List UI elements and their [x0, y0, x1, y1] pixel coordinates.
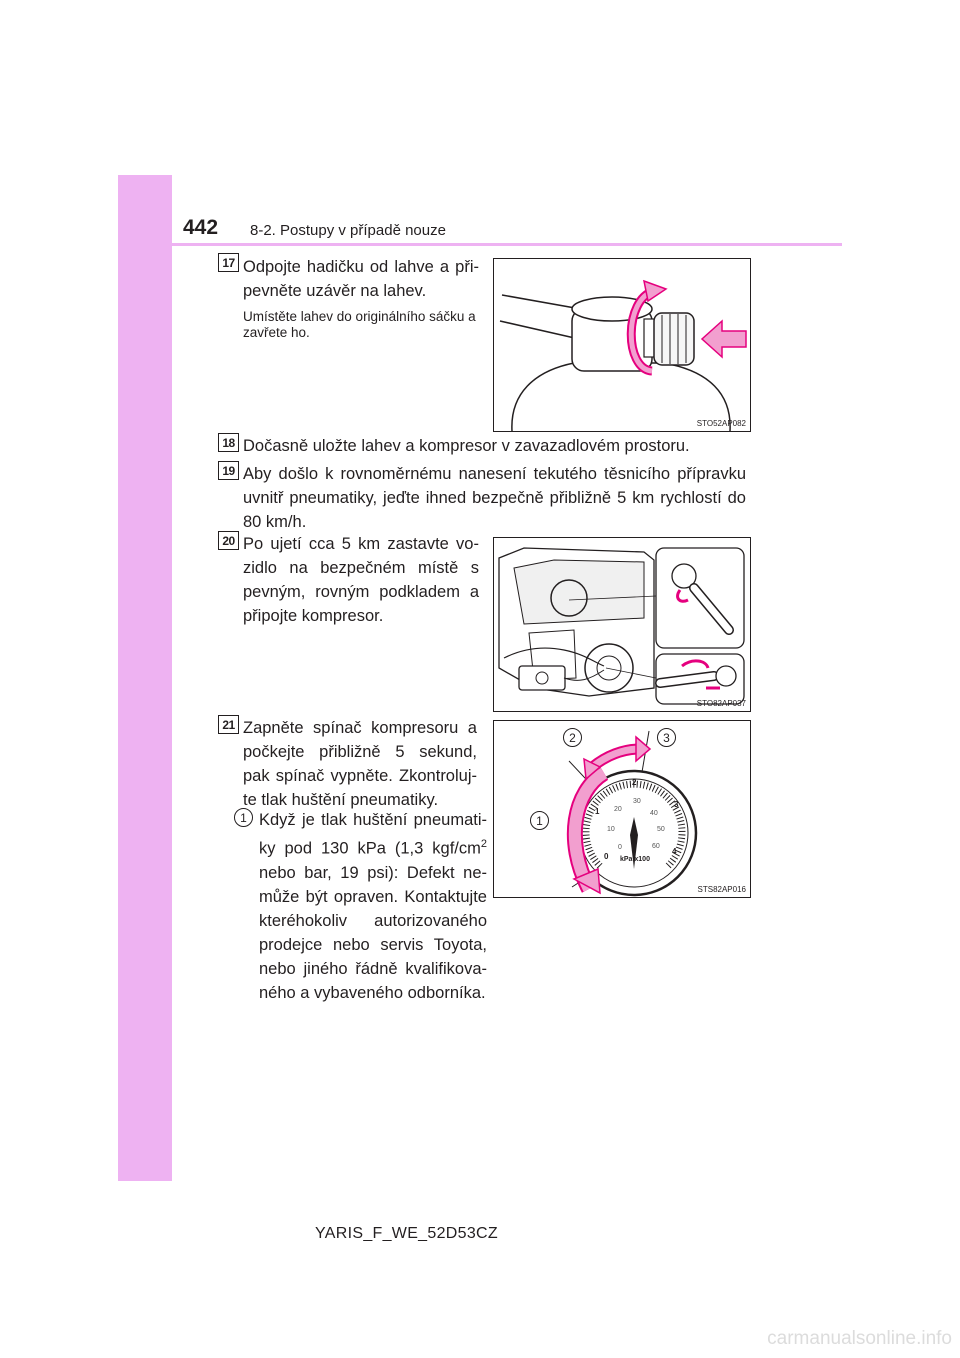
bottle-cap-illustration [494, 259, 750, 431]
callout-2: 2 [563, 728, 582, 747]
step-badge-21: 21 [218, 715, 239, 734]
figure-code: STO52AP082 [696, 419, 746, 428]
figure-code: STS82AP016 [697, 885, 746, 894]
gauge-inner-20: 20 [614, 806, 622, 813]
sub-item-text-after: nebo bar, 19 psi): Defekt nemůže být opraven. Kontaktujte kteréhokoliv autorizovaného prodejce nebo servis Toyota, nebo jiného řádně kvalifikovaného a vybaveného odborníka. [259, 863, 487, 1002]
chapter-sidebar-tab [118, 175, 172, 1181]
step-badge-17: 17 [218, 253, 239, 272]
pressure-gauge-illustration [494, 721, 750, 897]
gauge-outer-2: 2 [632, 778, 637, 787]
sub-item-number-circle: 1 [234, 808, 253, 827]
footer-document-code: YARIS_F_WE_52D53CZ [315, 1225, 498, 1242]
gauge-unit-label: kPa x100 [620, 856, 650, 863]
gauge-outer-4: 4 [672, 847, 677, 856]
callout-1: 1 [530, 811, 549, 830]
callout-3: 3 [657, 728, 676, 747]
figure-car-compressor [493, 537, 751, 712]
step-21-text: Zapněte spínač kompresoru a počkejte přibližně 5 sekund, pak spínač vypněte. Zkontrolujte tlak huštění pneumatiky. [243, 719, 477, 809]
gauge-outer-0: 0 [604, 852, 609, 861]
gauge-outer-3: 3 [674, 800, 679, 809]
step-21-sub-item-text [259, 808, 487, 1005]
sub-item-superscript: 2 [480, 838, 487, 850]
figure-bottle-cap [493, 258, 751, 432]
gauge-inner-60: 60 [652, 843, 660, 850]
gauge-inner-50: 50 [657, 826, 665, 833]
figure-pressure-gauge [493, 720, 751, 898]
gauge-inner-30: 30 [633, 798, 641, 805]
step-20-text: Po ujetí cca 5 km zastavte vozidlo na bezpečném místě s pevným, rovným podkladem a připojte kompresor. [243, 535, 479, 625]
figure-code: STO82AP037 [696, 699, 746, 708]
step-19-text: Aby došlo k rovnoměrnému nanesení tekutého těsnicího přípravku uvnitř pneumatiky, jeďte ihned bezpečně přibližně 5 km rychlostí do 80 km/h. [243, 465, 746, 531]
step-17-text: Odpojte hadičku od lahve a připevněte uzávěr na lahev. [243, 258, 479, 300]
page-number: 442 [183, 216, 219, 239]
gauge-inner-10: 10 [607, 826, 615, 833]
gauge-outer-1: 1 [595, 807, 600, 816]
car-compressor-illustration [494, 538, 750, 711]
gauge-inner-40: 40 [650, 810, 658, 817]
section-title: 8-2. Postupy v případě nouze [250, 222, 446, 239]
header-rule [172, 243, 842, 246]
sub-item-text-before: Když je tlak huštění pneumatiky pod 130 kPa (1,3 kgf/cm [259, 811, 487, 858]
step-badge-19: 19 [218, 461, 239, 480]
watermark: carmanualsonline.info [767, 1328, 952, 1349]
gauge-inner-0: 0 [618, 844, 622, 851]
step-badge-20: 20 [218, 531, 239, 550]
step-badge-18: 18 [218, 433, 239, 452]
step-18-text: Dočasně uložte lahev a kompresor v zavazadlovém prostoru. [243, 437, 690, 455]
step-17-note: Umístěte lahev do originálního sáčku a zavřete ho. [243, 309, 476, 340]
